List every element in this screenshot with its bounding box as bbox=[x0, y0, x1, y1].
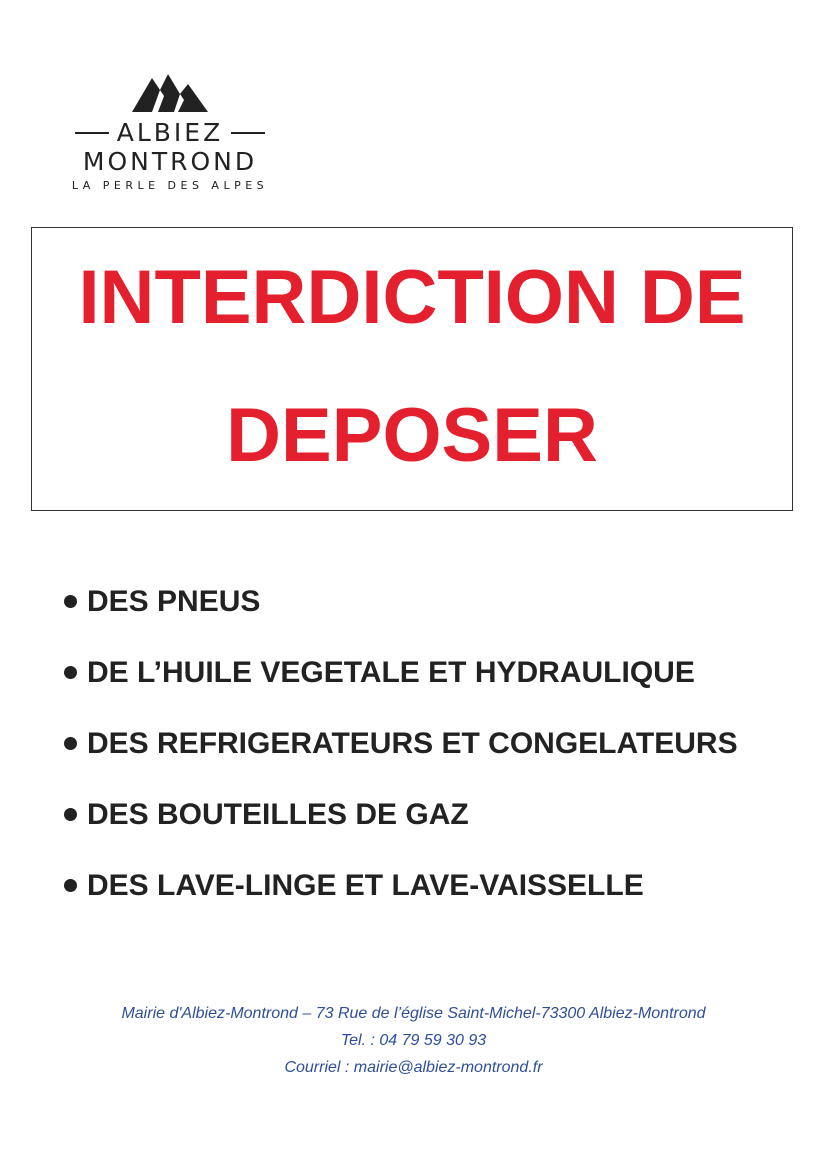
notice-title-line1: INTERDICTION DE bbox=[78, 255, 746, 340]
logo-name-row bbox=[40, 118, 300, 147]
logo-name-line2: MONTROND bbox=[82, 147, 258, 176]
logo-tagline: LA PERLE DES ALPES bbox=[71, 179, 269, 192]
town-logo bbox=[40, 70, 300, 192]
logo-dash-right bbox=[231, 132, 265, 134]
list-item bbox=[64, 850, 738, 921]
notice-title-line2: DEPOSER bbox=[226, 393, 598, 478]
list-item bbox=[64, 637, 738, 708]
list-item-label: DES PNEUS bbox=[87, 584, 261, 618]
list-item-label: DES BOUTEILLES DE GAZ bbox=[87, 797, 469, 831]
bullet-icon bbox=[64, 595, 77, 608]
footer-address: Mairie d'Albiez-Montrond – 73 Rue de l’église Saint-Michel-73300 Albiez-Montrond bbox=[121, 1005, 706, 1022]
contact-footer bbox=[0, 1000, 827, 1081]
bullet-icon bbox=[64, 808, 77, 821]
list-item-label: DE L’HUILE VEGETALE ET HYDRAULIQUE bbox=[87, 655, 695, 689]
logo-name-line1: ALBIEZ bbox=[116, 118, 224, 147]
bullet-icon bbox=[64, 737, 77, 750]
footer-phone: Tel. : 04 79 59 30 93 bbox=[340, 1032, 487, 1049]
list-item-label: DES LAVE-LINGE ET LAVE-VAISSELLE bbox=[87, 868, 644, 902]
bullet-icon bbox=[64, 666, 77, 679]
list-item bbox=[64, 708, 738, 779]
list-item bbox=[64, 566, 738, 637]
notice-box bbox=[31, 227, 793, 511]
prohibited-items-list bbox=[64, 566, 738, 921]
list-item bbox=[64, 779, 738, 850]
logo-dash-left bbox=[75, 132, 109, 134]
list-item-label: DES REFRIGERATEURS ET CONGELATEURS bbox=[87, 726, 738, 760]
mountain-icon bbox=[130, 70, 210, 114]
bullet-icon bbox=[64, 879, 77, 892]
footer-email: Courriel : mairie@albiez-montrond.fr bbox=[284, 1059, 543, 1076]
